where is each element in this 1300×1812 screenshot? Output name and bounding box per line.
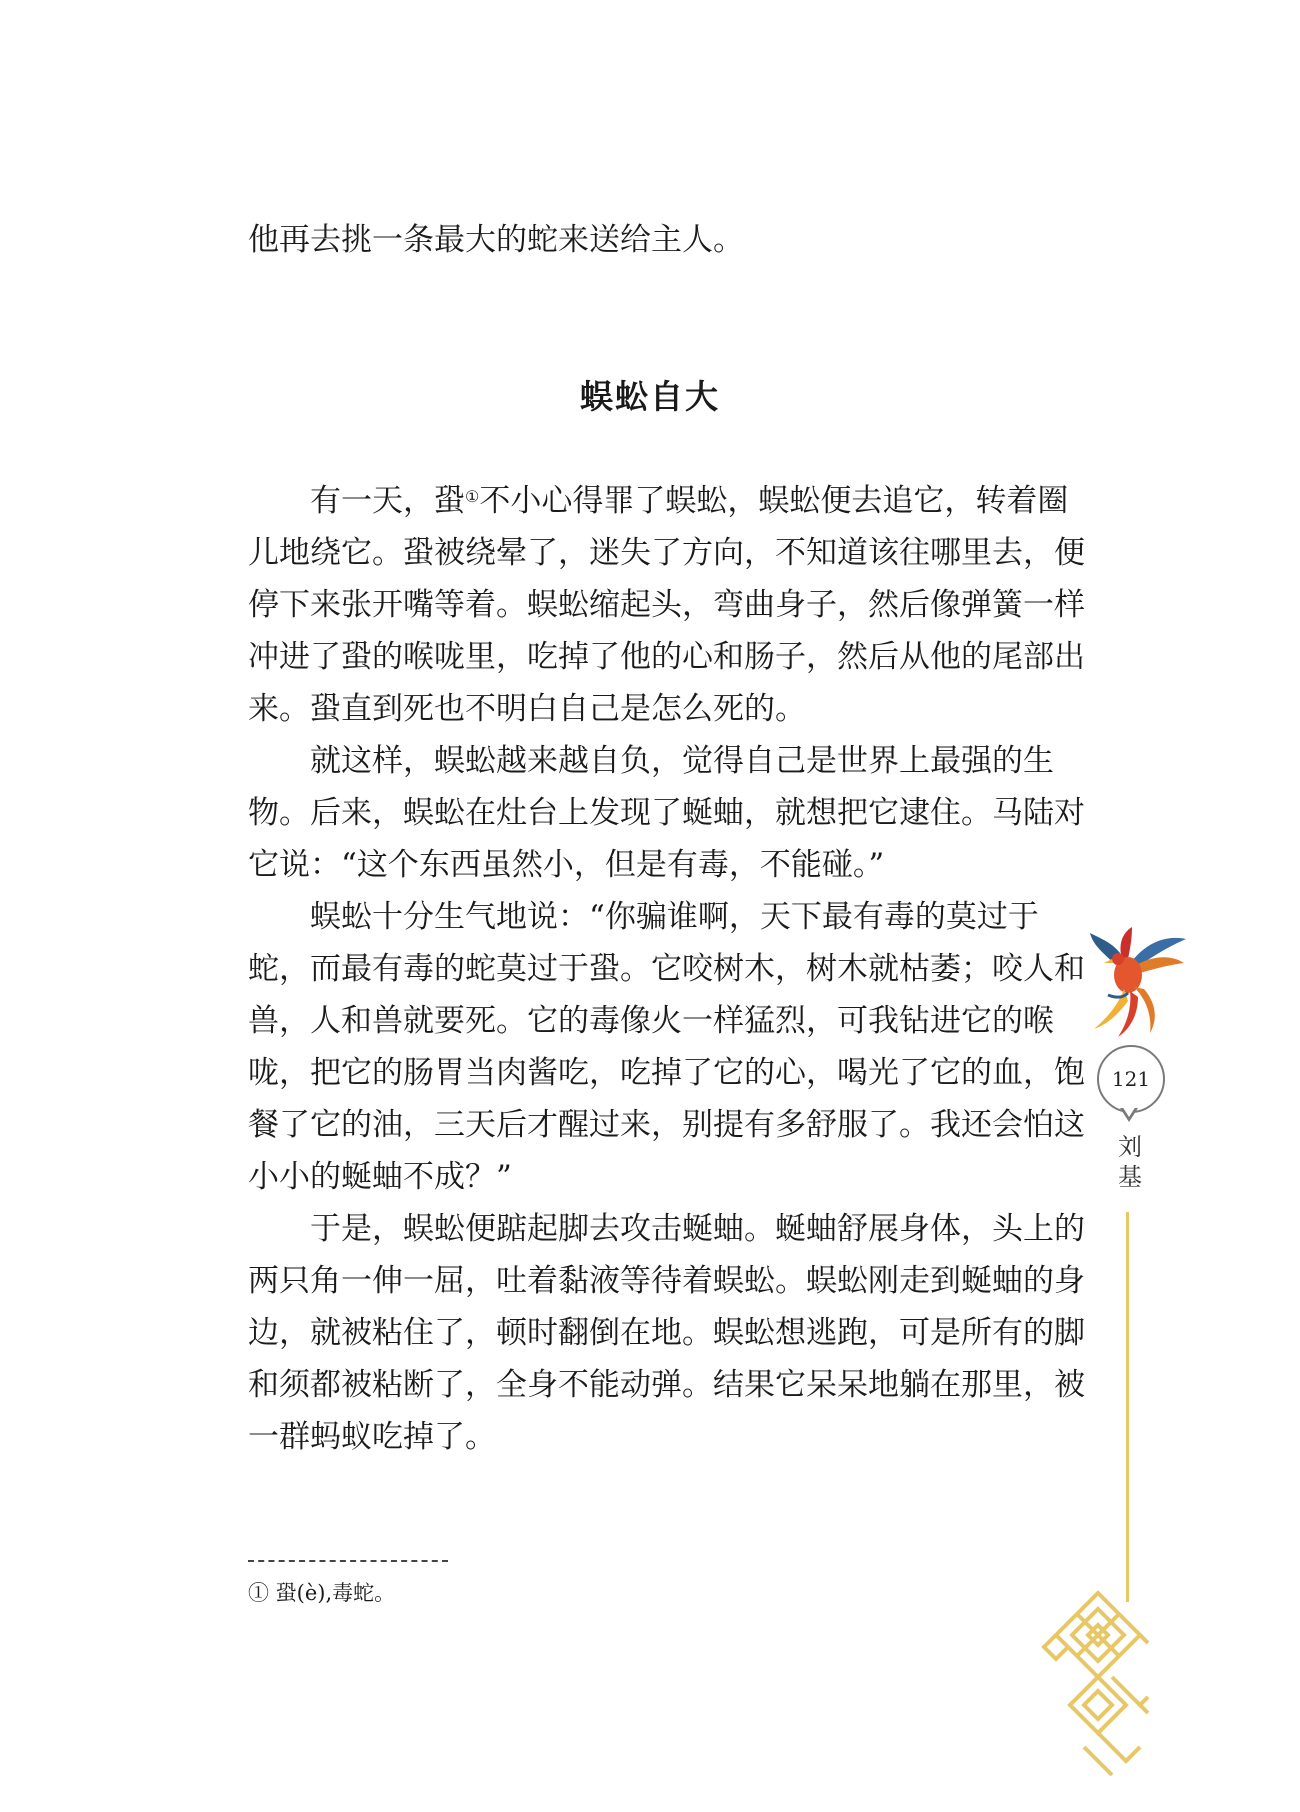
footnote-marker: ①: [248, 1581, 269, 1605]
margin-rule: [1126, 1212, 1129, 1602]
paragraph-line: 餐了它的油，三天后才醒过来，别提有多舒服了。我还会怕这: [248, 1107, 1085, 1143]
story-body: [248, 475, 1085, 1463]
author-char: 刘: [1118, 1133, 1142, 1161]
footnote: [248, 1578, 395, 1608]
paragraph-line: 小小的蜒蚰不成？”: [248, 1159, 512, 1195]
paragraph-line: 蜈蚣十分生气地说：“你骗谁啊，天下最有毒的莫过于: [310, 899, 1039, 935]
paragraph-1: [248, 475, 1085, 735]
phoenix-icon: [1088, 925, 1188, 1040]
page-number-pointer: [1120, 1108, 1138, 1122]
paragraph-line: 有一天，蛩①不小心得罪了蜈蚣，蜈蚣便去追它，转着圈: [310, 483, 1069, 519]
paragraph-line: 来。蛩直到死也不明白自己是怎么死的。: [248, 691, 806, 727]
paragraph-line: 停下来张开嘴等着。蜈蚣缩起头，弯曲身子，然后像弹簧一样: [248, 587, 1085, 623]
story-title: 蜈蚣自大: [580, 377, 720, 416]
paragraph-4: [248, 1203, 1085, 1463]
paragraph-line: 两只角一伸一屈，吐着黏液等待着蜈蚣。蜈蚣刚走到蜒蚰的身: [248, 1263, 1085, 1299]
paragraph-line: 兽，人和兽就要死。它的毒像火一样猛烈，可我钻进它的喉: [248, 1003, 1054, 1039]
paragraph-line: 于是，蜈蚣便踮起脚去攻击蜒蚰。蜒蚰舒展身体，头上的: [310, 1211, 1085, 1247]
paragraph-line: 儿地绕它。蛩被绕晕了，迷失了方向，不知道该往哪里去，便: [248, 535, 1085, 571]
lead-line: 他再去挑一条最大的蛇来送给主人。: [248, 222, 744, 258]
paragraph-line: 边，就被粘住了，顿时翻倒在地。蜈蚣想逃跑，可是所有的脚: [248, 1315, 1085, 1351]
paragraph-line: 物。后来，蜈蚣在灶台上发现了蜒蚰，就想把它逮住。马陆对: [248, 795, 1085, 831]
author-char: 基: [1118, 1163, 1142, 1191]
endless-knot-icon: [1040, 1585, 1150, 1785]
footnote-reference[interactable]: ①: [465, 487, 480, 506]
paragraph-line: 冲进了蛩的喉咙里，吃掉了他的心和肠子，然后从他的尾部出: [248, 639, 1085, 675]
author-name: [1115, 1132, 1145, 1192]
paragraph-2: [248, 735, 1085, 891]
paragraph-line: 它说：“这个东西虽然小，但是有毒，不能碰。”: [248, 847, 885, 883]
paragraph-line: 和须都被粘断了，全身不能动弹。结果它呆呆地躺在那里，被: [248, 1367, 1085, 1403]
paragraph-line: 蛇，而最有毒的蛇莫过于蛩。它咬树木，树木就枯萎；咬人和: [248, 951, 1085, 987]
page-number: 121: [1097, 1045, 1165, 1113]
paragraph-line: 就这样，蜈蚣越来越自负，觉得自己是世界上最强的生: [310, 743, 1054, 779]
footnote-text: 蛩(è),毒蛇。: [275, 1581, 396, 1605]
paragraph-line: 一群蚂蚁吃掉了。: [248, 1419, 496, 1455]
footnote-divider: [248, 1560, 448, 1562]
paragraph-line: 咙，把它的肠胃当肉酱吃，吃掉了它的心，喝光了它的血，饱: [248, 1055, 1085, 1091]
paragraph-3: [248, 891, 1085, 1203]
